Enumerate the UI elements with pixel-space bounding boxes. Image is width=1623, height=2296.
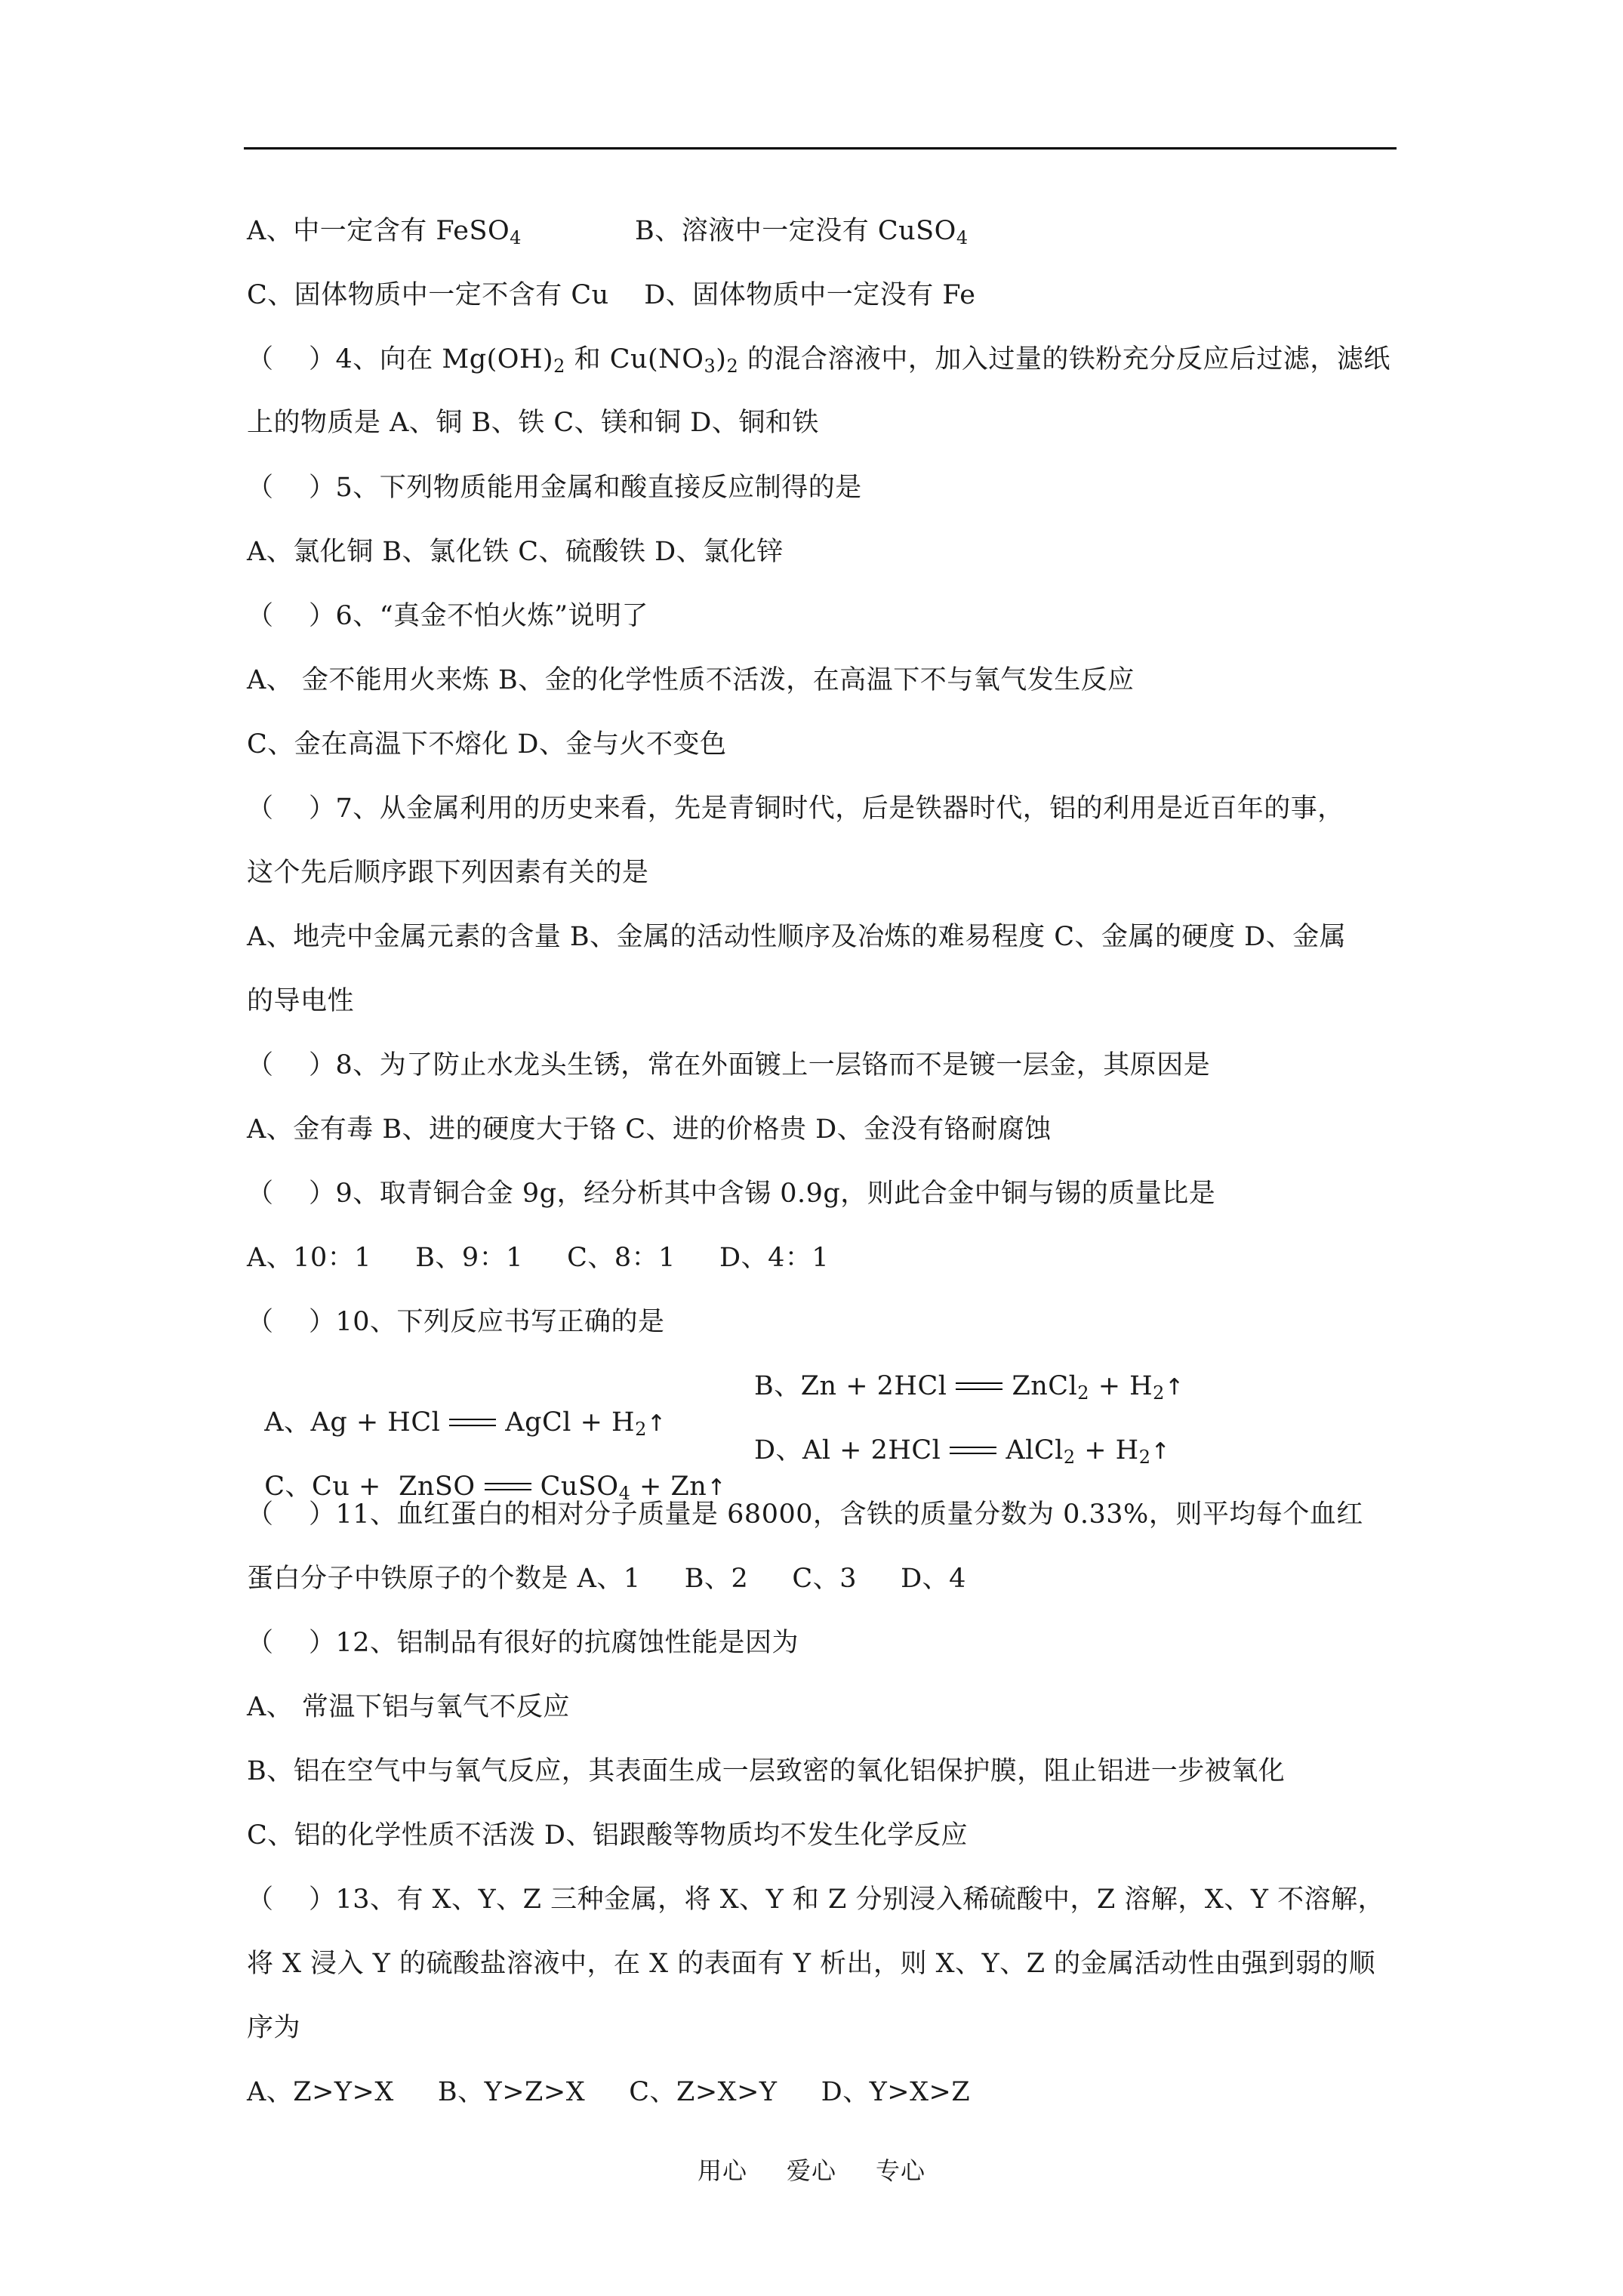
q10-option-b: B、Zn + 2HCl ZnCl$_2$ + $H_2↑$ <box>754 1371 1184 1404</box>
q5-stem: （ ）5、下列物质能用金属和酸直接反应制得的是 <box>247 473 862 503</box>
q10-option-d: D、Al + 2HCl AlCl$_2$ + $H_2↑$ <box>754 1435 1171 1468</box>
q11-stem-2: 蛋白分子中铁原子的个数是 A、1 B、2 C、3 D、4 <box>247 1564 966 1594</box>
q13-stem-3: 序为 <box>247 2013 301 2043</box>
q10-stem: （ ）10、下列反应书写正确的是 <box>247 1307 665 1337</box>
page-footer <box>0 2152 1623 2187</box>
footer-word-3: 专心 <box>876 2156 926 2185</box>
footer-word-2: 爱心 <box>786 2156 836 2185</box>
q7-stem-1: （ ）7、从金属利用的历史来看，先是青铜时代，后是铁器时代，铝的利用是近百年的事， <box>247 794 1344 824</box>
q11-stem-1: （ ）11、血红蛋白的相对分子质量是 68000，含铁的质量分数为 0.33%，则平均每个血红 <box>247 1499 1363 1530</box>
q10-option-c: C、Cu + ZnSO CuSO$_4$ + Zn↑ <box>264 1472 726 1504</box>
q7-options-2: 的导电性 <box>247 986 355 1016</box>
q3-options-cd: C、固体物质中一定不含有 Cu D、固体物质中一定没有 Fe <box>247 280 976 310</box>
q12-options-cd: C、铝的化学性质不活泼 D、铝跟酸等物质均不发生化学反应 <box>247 1820 968 1851</box>
q6-options-1: A、 金不能用火来炼 B、金的化学性质不活泼，在高温下不与氧气发生反应 <box>247 665 1135 695</box>
q3-options-ab: A、中一定含有 FeSO$_4$ B、溶液中一定没有 CuSO$_4$ <box>247 213 522 249</box>
q12-option-a: A、 常温下铝与氧气不反应 <box>247 1692 570 1722</box>
q13-options: A、Z>Y>X B、Y>Z>X C、Z>X>Y D、Y>X>Z <box>247 2077 971 2107</box>
q8-options: A、金有毒 B、进的硬度大于铬 C、进的价格贵 D、金没有铬耐腐蚀 <box>247 1114 1052 1145</box>
q10-options-ab <box>247 1368 1184 1440</box>
header-rule <box>244 147 1397 149</box>
q9-options: A、10：1 B、9：1 C、8：1 D、4：1 <box>247 1243 830 1273</box>
equals-sign <box>950 1447 996 1454</box>
gas-arrow-icon: ↑ <box>1150 1438 1171 1465</box>
q6-stem: （ ）6、“真金不怕火炼”说明了 <box>247 601 649 631</box>
q12-stem: （ ）12、铝制品有很好的抗腐蚀性能是因为 <box>247 1628 799 1658</box>
gas-arrow-icon: ↑ <box>646 1410 667 1437</box>
equals-sign <box>449 1419 496 1426</box>
q8-stem: （ ）8、为了防止水龙头生锈，常在外面镀上一层铬而不是镀一层金，其原因是 <box>247 1050 1211 1080</box>
q10-options-cd <box>247 1432 1171 1504</box>
q4-stem-cont: 上的物质是 A、铜 B、铁 C、镁和铜 D、铜和铁 <box>247 408 819 438</box>
gas-arrow-icon: ↑ <box>707 1475 726 1501</box>
q3-option-b: B、溶液中一定没有 CuSO$_4$ <box>635 216 969 248</box>
q5-options: A、氯化铜 B、氯化铁 C、硫酸铁 D、氯化锌 <box>247 537 784 567</box>
q7-stem-2: 这个先后顺序跟下列因素有关的是 <box>247 858 649 888</box>
q4-stem: （ ）4、向在 $Mg(OH)_2$ 和 $Cu(NO_3)_2$ 的混合溶液中，加入过量的铁粉充分反应后过滤，滤纸 <box>247 344 1390 377</box>
footer-word-1: 用心 <box>697 2156 747 2185</box>
q6-options-2: C、金在高温下不熔化 D、金与火不变色 <box>247 729 727 760</box>
q10-option-a: A、Ag + HCl AgCl + $H_2↑$ <box>264 1407 667 1440</box>
equals-sign <box>485 1483 531 1490</box>
q9-stem: （ ）9、取青铜合金 9g，经分析其中含锡 0.9g，则此合金中铜与锡的质量比是 <box>247 1179 1216 1209</box>
gas-arrow-icon: ↑ <box>1164 1374 1184 1401</box>
equals-sign <box>956 1382 1002 1390</box>
q7-options-1: A、地壳中金属元素的含量 B、金属的活动性顺序及冶炼的难易程度 C、金属的硬度 D、金属 <box>247 922 1347 952</box>
q12-option-b: B、铝在空气中与氧气反应，其表面生成一层致密的氧化铝保护膜，阻止铝进一步被氧化 <box>247 1756 1286 1786</box>
q13-stem-2: 将 X 浸入 Y 的硫酸盐溶液中，在 X 的表面有 Y 析出，则 X、Y、Z 的金属活动性由强到弱的顺 <box>247 1949 1376 1979</box>
q13-stem-1: （ ）13、有 X、Y、Z 三种金属，将 X、Y 和 Z 分别浸入稀硫酸中，Z 溶解，X、Y 不溶解， <box>247 1885 1385 1915</box>
